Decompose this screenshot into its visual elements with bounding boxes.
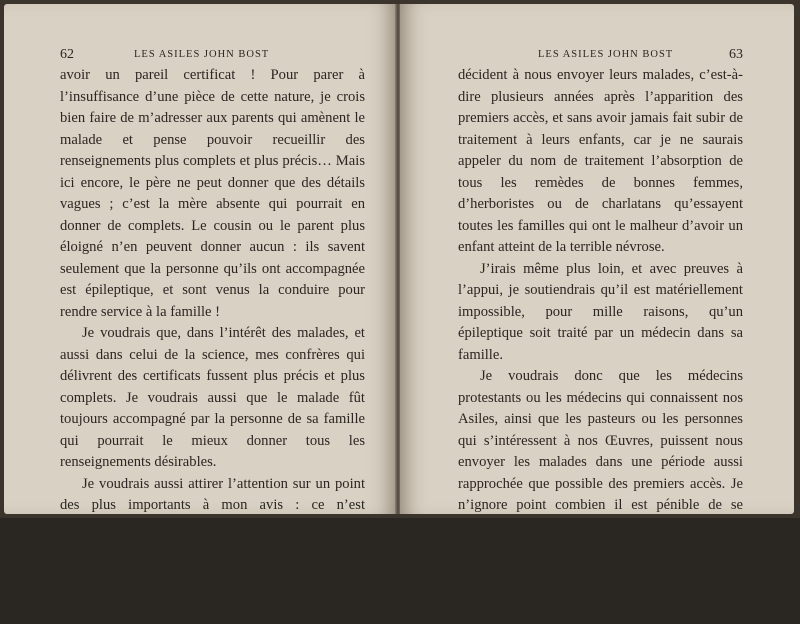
right-paragraph-2: J’irais même plus loin, et avec preuves à l’appui, je soutiendrais qu’il est matériellement impossible, pour mille raisons, qu’un épileptique soit traité par un médecin dans sa famille. [458, 259, 743, 367]
left-page-body [60, 65, 365, 624]
right-page-header [460, 45, 743, 65]
right-page [400, 4, 794, 514]
right-page-body [458, 65, 743, 624]
right-paragraph-1: décident à nous envoyer leurs malades, c’est-à-dire plusieurs années après l’apparition des premiers accès, et sans avoir jamais fait subir de traitement à leurs enfants, car je ne saurais appeler du nom de traitement l’absorption de tous les remèdes de bonnes femmes, d’herboristes ou de charlatans qu’essayent toutes les familles qui ont le malheur d’avoir un enfant atteint de la terrible névrose. [458, 65, 743, 259]
left-paragraph-2: Je voudrais que, dans l’intérêt des malades, et aussi dans celui de la science, mes confrères qui délivrent des certificats fussent plus précis et plus complets. Je voudrais aussi que le malade fût toujours accompagné par la personne de sa famille qui pourrait le mieux donner tous les renseignements désirables. [60, 323, 365, 474]
right-running-head: LES ASILES JOHN BOST [538, 45, 673, 65]
left-page-number: 62 [60, 45, 74, 65]
left-page-header [60, 45, 365, 65]
left-paragraph-1: avoir un pareil certificat ! Pour parer à l’insuffisance d’une pièce de cette nature, je crois bien faire de m’adresser aux parents qui amènent le malade et pense pouvoir recueillir des renseignements plus complets et plus précis… Mais ici encore, le père ne peut donner que des détails vagues ; c’est la mère absente qui pourrait en donner de complets. Le cousin ou le parent plus éloigné n’en peuvent donner aucun : ils savent seulement que la personne qu’ils ont accompagnée est épileptique, et sont venus la conduire pour rendre service à la famille ! [60, 65, 365, 323]
right-page-number: 63 [729, 45, 743, 65]
left-running-head: LES ASILES JOHN BOST [134, 45, 269, 65]
right-paragraph-3: Je voudrais donc que les médecins protestants ou les médecins qui connaissent nos Asiles, ainsi que les pasteurs ou les personnes qui s’intéressent à nos Œuvres, puissent nous envoyer les malades dans une période aussi rapprochée que possible des premiers accès. Je n’ignore point combien il est pénible de se séparer d’un être doublement chéri, et de l’envoyer quelquefois d’une extrémité de la France à l’autre, et même plus loin, mais je suis persuadé que, dans l’intérêt des malades, une décision prompte est le parti le plus sage. [458, 366, 743, 624]
left-page [4, 4, 396, 514]
left-paragraph-3: Je voudrais aussi attirer l’attention sur un point des plus importants à mon avis : ce n’est généralement que lorsque les familles ne peuvent plus garder à la maison leurs enfants épileptiques, soit par crainte de la contagion pour d’autres enfants, soit pour des motifs d’un autre ordre, qu’elles se [60, 474, 365, 624]
